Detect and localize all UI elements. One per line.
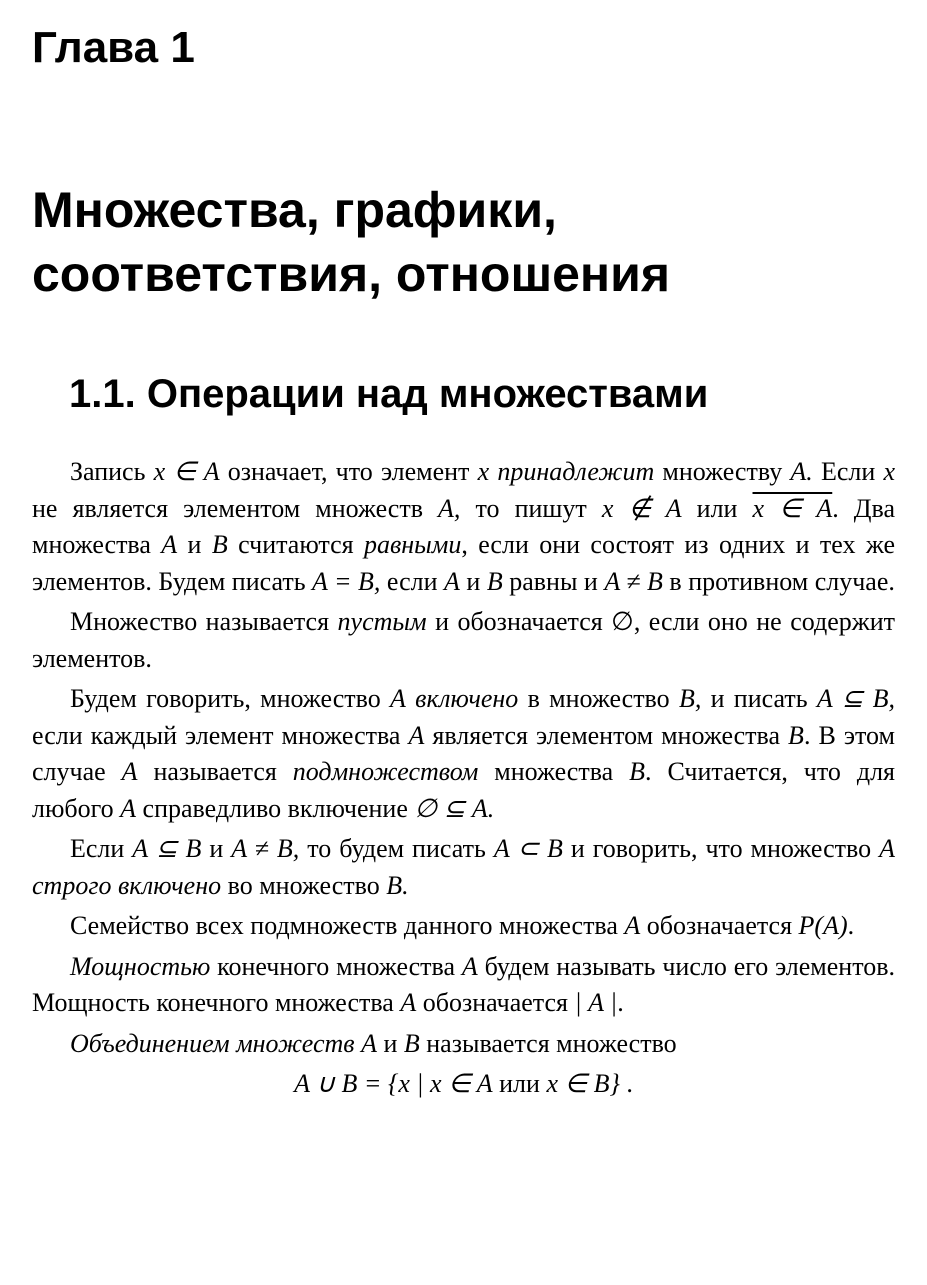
math: B — [629, 757, 645, 786]
text — [406, 684, 415, 713]
text: если — [380, 566, 445, 596]
math: A ⊂ B — [493, 834, 563, 863]
math: A = B, — [312, 566, 381, 596]
text: называется — [137, 757, 293, 786]
math: A ⊆ B, — [816, 684, 895, 713]
text: справедливо включение — [136, 793, 415, 823]
text: то будем писать — [299, 834, 494, 863]
paragraph-membership — [32, 454, 895, 600]
text: . — [847, 911, 855, 940]
section-body — [32, 454, 895, 1107]
text: множества — [478, 757, 630, 786]
math: A — [121, 757, 138, 786]
text: в противном случае. — [662, 566, 895, 596]
text: и писать — [701, 684, 817, 713]
math: x — [477, 457, 490, 486]
paragraph-union — [32, 1026, 895, 1063]
math: A — [461, 951, 478, 981]
term-emphasis: пустым — [337, 607, 427, 636]
math: A — [444, 566, 460, 596]
text: Если — [812, 457, 884, 486]
text: . Два множества — [32, 493, 896, 559]
term-emphasis: включено — [415, 684, 519, 713]
text: и говорить, что множество — [562, 834, 880, 863]
math: A — [389, 684, 406, 713]
math: A ∪ B = {x | x ∈ A — [294, 1069, 493, 1098]
math: A — [161, 530, 178, 559]
text: в множество — [518, 684, 679, 713]
text: . Считается, что для любого — [32, 757, 895, 823]
math: x — [883, 457, 895, 486]
math: B — [403, 1028, 420, 1058]
chapter-title — [32, 178, 912, 306]
term-emphasis: строго включено — [32, 870, 222, 900]
term-emphasis: Мощностью — [70, 951, 211, 981]
text: . В этом случае — [32, 720, 895, 786]
math: x ∉ A — [601, 493, 682, 523]
math: A — [879, 834, 895, 863]
text: Семейство всех подмножеств данного множества — [70, 911, 625, 940]
math: B — [211, 530, 228, 559]
text: то пишут — [460, 493, 602, 523]
term-emphasis: подмножеством — [292, 757, 479, 786]
text: Множество называется — [70, 607, 338, 636]
text: . — [619, 1069, 633, 1098]
math: A, — [438, 493, 461, 523]
math: P(A) — [798, 911, 848, 940]
text: и обозначается ∅, если оно не содержит элементов. — [32, 607, 895, 673]
math: A — [361, 1028, 377, 1058]
text: Будем говорить, множество — [70, 684, 390, 713]
math: B — [486, 566, 503, 596]
math: B. — [386, 870, 409, 900]
text: обозначается — [416, 988, 575, 1017]
text: считаются — [227, 530, 364, 559]
math: ∅ ⊆ A. — [414, 793, 495, 823]
text: является элементом множества — [424, 720, 789, 750]
text: равны и — [502, 566, 605, 596]
text: и — [177, 530, 212, 559]
text: , если они состоят из одних и тех же элементов. Будем писать — [32, 530, 896, 596]
paragraph-strict-inclusion — [32, 831, 895, 904]
paragraph-power-set — [32, 908, 895, 945]
text: Запись — [70, 457, 154, 486]
math: A — [624, 911, 641, 940]
section-title: 1.1. Операции над множествами — [69, 372, 709, 416]
text: и — [376, 1028, 404, 1058]
math: B, — [678, 684, 702, 713]
math: A ≠ B, — [231, 834, 300, 863]
union-formula — [32, 1066, 895, 1103]
term-emphasis: равными — [363, 530, 462, 559]
math: x ∈ A — [153, 457, 220, 486]
text: называется множество — [419, 1028, 677, 1058]
text: . — [617, 988, 624, 1017]
text: если каждый элемент множества — [32, 720, 409, 750]
paragraph-cardinality — [32, 949, 895, 1022]
chapter-title-line-1: Множества, графики, — [32, 182, 557, 238]
math: A. — [790, 457, 813, 486]
text: и — [201, 834, 232, 863]
text: обозначается — [640, 911, 799, 940]
text: конечного множества — [210, 951, 462, 981]
math: A — [120, 793, 137, 823]
text: множеству — [654, 457, 791, 486]
term-emphasis: принадлежит — [497, 457, 655, 486]
text: будем называть число его элементов. Мощность конечного множества — [32, 951, 895, 1017]
text: не является элементом множеств — [32, 493, 439, 523]
math: A ⊆ B — [132, 834, 202, 863]
math: A — [400, 988, 417, 1017]
text: означает, что элемент — [219, 457, 478, 486]
math: | A | — [574, 988, 618, 1017]
text: Если — [70, 834, 133, 863]
text: и — [459, 566, 487, 596]
text: или — [492, 1069, 547, 1098]
paragraph-inclusion — [32, 681, 895, 827]
text: или — [681, 493, 753, 523]
term-emphasis: Объединением множеств — [70, 1028, 355, 1058]
math: B — [788, 720, 804, 750]
math: A ≠ B — [604, 566, 663, 596]
math: A — [408, 720, 425, 750]
chapter-label: Глава 1 — [32, 23, 195, 72]
chapter-title-line-2: соответствия, отношения — [32, 246, 671, 302]
math-overlined: x ∈ A — [752, 493, 833, 523]
paragraph-empty-set — [32, 604, 895, 677]
math: x ∈ B} — [546, 1069, 620, 1098]
text: во множество — [221, 870, 387, 900]
